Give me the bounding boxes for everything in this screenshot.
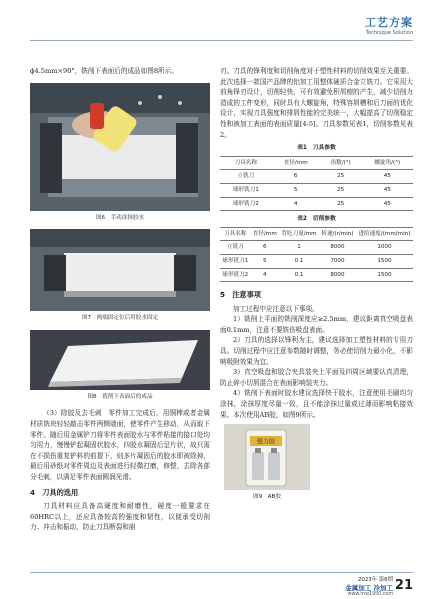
table-cell: 7000 [319, 254, 356, 268]
table-cell: 0.1 [279, 254, 319, 268]
table-row [220, 170, 413, 184]
figure-7-caption: 图7 两端固定位后用胶水固定 [81, 315, 159, 322]
table-cell: 立铣刀 [220, 241, 251, 255]
figure-9-caption: 图9 AB胶 [252, 494, 281, 501]
note-2: 2）刀具的选择以锋利为主，建议选择加工塑性材料的专用刀具。切削过程中应注意参数随时调整，务必使切削力最小化，不影响吸附效果为宜。 [220, 336, 413, 366]
notes-intro: 加工过程中应注意以下事项。 [233, 304, 319, 313]
paragraph-tool-material: 刀具材料应具备高硬度和耐磨性，硬度一般要求在60HRC以上，还应具备较高的强度和韧性，以便承受切削力、冲击和振动，防止刀具断裂和崩 [30, 502, 210, 532]
table1-header: 齿数/(°) [320, 156, 362, 170]
table-row [220, 183, 413, 197]
page-number: 21 [394, 578, 413, 593]
table2-header: 进给速度/(mm/min) [356, 227, 413, 241]
table-cell: 25 [320, 197, 362, 211]
table1-header: 直径/mm [272, 156, 320, 170]
paragraph-deburring: （3）除胶及去毛刺 零件加工完成后，用铜棒或者金属材质铣块轻轻敲击零件两侧端面，使零件产生移动，从而取下零件。随后用金属铲刀将零件表面胶水与零件粘接的接口处均匀用力，慢慢铲起凝固状胶水，四胶水凝固后呈片状，故只需在不损伤重复铲料的前提下，则多片凝固后的胶水即被除掉，最后用砂纸对零件周边及表面进行轻微打磨，修整，去除各部分毛刺，以满足零件表面圆润光滑。 [30, 409, 210, 481]
photo-finished-part [30, 330, 210, 390]
table-cell: 25 [320, 183, 362, 197]
left-column [30, 66, 210, 533]
table-cell: 球形铣刀1 [220, 254, 251, 268]
footer-rule [30, 572, 413, 573]
magazine-name: 金属加工 冷加工 [345, 584, 393, 592]
table-tool-parameters [220, 156, 413, 211]
table-cell: 8000 [319, 241, 356, 255]
table-cell: 球形铣刀1 [220, 183, 272, 197]
table-row [220, 197, 413, 211]
table-cell: 45 [362, 170, 413, 184]
table-cell: 4 [251, 268, 280, 282]
note-3: 3）真空吸盘和胶合夹具装夹上平面及四周区域要认真清理，防止碎小切屑混合在表面影响装夹力。 [220, 368, 413, 387]
header-rule [30, 40, 413, 41]
note-4: 4）铣削下表面时胶水建议选择快干胶水，注意使用毛刷均匀涂抹，涂抹厚度尽量一致，且不能涂抹过量或过薄而影响粘接效果。本次使用AB胶，如图9所示。 [220, 389, 413, 419]
table-cell: 4 [272, 197, 320, 211]
table-2-caption: 表2 切削参数 [297, 216, 336, 223]
table-cell: 45 [362, 197, 413, 211]
table-cell: 1500 [356, 268, 413, 282]
table-cell: 6 [272, 170, 320, 184]
table-cell: 1500 [356, 254, 413, 268]
issue-label: 2023年 第8期 [357, 577, 393, 583]
right-column [220, 66, 413, 509]
table-cell: 6 [251, 241, 280, 255]
table-cutting-parameters [220, 227, 413, 282]
section-subtitle: Technique Solution [365, 30, 413, 36]
table-cell: 8000 [319, 268, 356, 282]
table2-header: 直径/mm [251, 227, 280, 241]
section-5-heading: 5 注意事项 [220, 290, 261, 300]
table1-header: 刀具名称 [220, 156, 272, 170]
table-cell: 1 [279, 241, 319, 255]
page-footer [30, 572, 413, 597]
magazine-url: www.mw1950.com [347, 592, 393, 597]
section-4-heading: 4 刀具的选用 [30, 487, 79, 497]
figure-8-caption: 图8 铣削下表面后的成品 [87, 393, 153, 400]
table2-header: 刀具名称 [220, 227, 251, 241]
table-cell: 5 [251, 254, 280, 268]
intro-text: ϕ4.5mm×90°，铣削下表面后的成品如图8所示。 [30, 67, 178, 75]
table-cell: 25 [320, 170, 362, 184]
photo-fixed-ends [30, 229, 210, 311]
photo-ab-glue [224, 424, 310, 490]
glue-package-label: 强力胶 [256, 438, 276, 446]
table-cell: 45 [362, 183, 413, 197]
page-header [365, 14, 413, 36]
section-title: 工艺方案 [365, 16, 413, 29]
table2-header: 背吃刀量/mm [279, 227, 319, 241]
figure-6-caption: 图6 手动涂抹胶水 [95, 214, 145, 221]
table-cell: 球形铣刀2 [220, 268, 251, 282]
table-cell: 5 [272, 183, 320, 197]
table-1-caption: 表1 刀具参数 [297, 145, 336, 152]
note-1: 1）铣削上平面的铣削深度应≥2.5mm，建议距离真空吸盘表面0.1mm，注意不要铣伤吸盘表面。 [220, 315, 413, 334]
table-row [220, 268, 413, 282]
table1-header: 螺旋角/(°) [362, 156, 413, 170]
table-cell: 0.1 [279, 268, 319, 282]
table-cell: 1000 [356, 241, 413, 255]
paragraph-tool-selection: 刃。刀具的锋利度和切削角度对于塑性材料的切削效果至关重要。此次选择一款国产品牌的铝加工用整体硬质合金立铣刀。它采用大前角锋刃设计，切削轻快，可有效避免积屑瘤的产生，减少切削力造成的工件变形，同时具有大螺旋角，特殊容屑槽和后刀面的优化设计，实现刀具强度和排屑性能的完美统一，大幅提高了切削稳定性和被加工表面的表面质量[4-5]。刀具参数见表1，切削参数见表2。 [220, 67, 413, 139]
table-cell: 球形铣刀2 [220, 197, 272, 211]
table-row [220, 254, 413, 268]
photo-glue-application [30, 83, 210, 211]
table2-header: 转速/(r/min) [319, 227, 356, 241]
table-row [220, 241, 413, 255]
table-cell: 立铣刀 [220, 170, 272, 184]
